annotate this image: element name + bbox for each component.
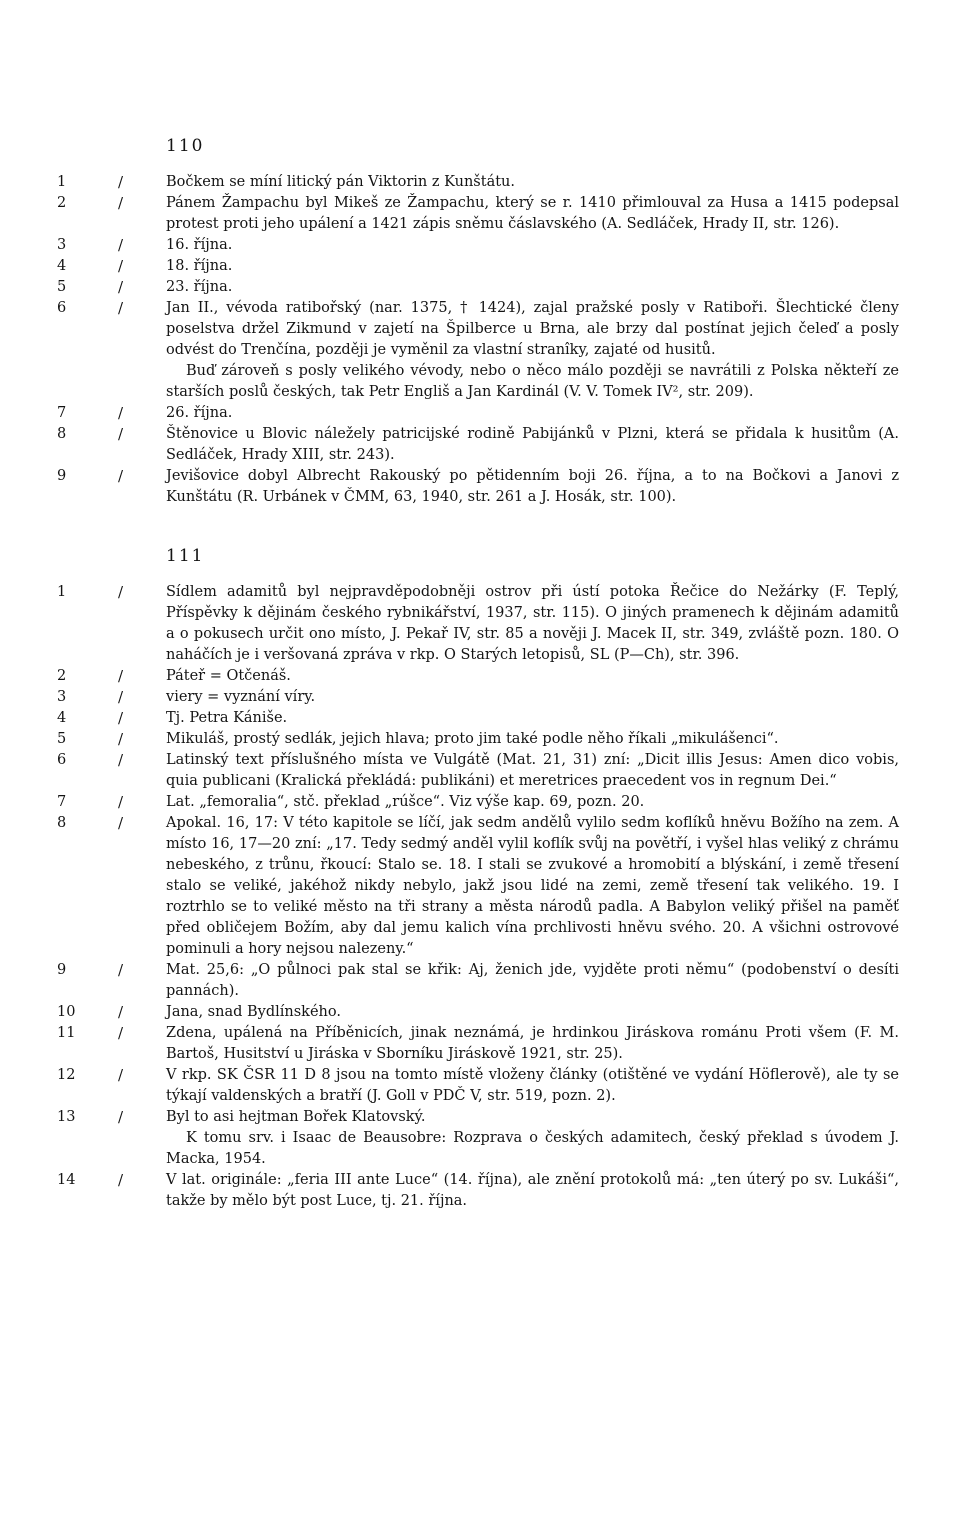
note-continuation: Buď zároveň s posly velikého vévody, nebo o něco málo později se navrátili z Polska někteří ze starších poslů českých, tak Petr Engliš a Jan Kardinál (V. V. Tomek IV², str. 209). — [166, 363, 899, 400]
note-110-9 — [0, 466, 960, 508]
slash: / — [118, 425, 124, 443]
note-text: V rkp. SK ČSR 11 D 8 jsou na tomto místě vloženy články (otištěné ve vydání Höflerově), ale ty se týkají valdenských a bratří (J. Goll v PDČ V, str. 519, pozn. 2). — [166, 1067, 899, 1104]
note-number: 12 — [57, 1067, 76, 1083]
slash: / — [118, 194, 124, 212]
slash: / — [118, 236, 124, 254]
note-number: 1 — [57, 584, 67, 600]
note-111-2 — [0, 666, 960, 687]
note-number: 5 — [57, 731, 67, 747]
note-continuation: K tomu srv. i Isaac de Beausobre: Rozprava o českých adamitech, český překlad s úvodem J. Macka, 1954. — [166, 1130, 899, 1167]
slash: / — [118, 667, 124, 685]
slash: / — [118, 1171, 124, 1189]
note-111-4 — [0, 708, 960, 729]
note-text: Lat. „femoralia“, stč. překlad „rúšce“. Viz výše kap. 69, pozn. 20. — [166, 794, 645, 810]
slash: / — [118, 1108, 124, 1126]
slash: / — [118, 751, 124, 769]
note-text: Byl to asi hejtman Bořek Klatovský. — [166, 1109, 426, 1125]
slash: / — [118, 173, 124, 191]
slash: / — [118, 278, 124, 296]
note-number: 10 — [57, 1004, 76, 1020]
note-text: Jana, snad Bydlínského. — [166, 1004, 341, 1020]
note-110-4 — [0, 256, 960, 277]
note-110-6 — [0, 298, 960, 403]
note-text: Bočkem se míní litický pán Viktorin z Kunštátu. — [166, 174, 515, 190]
note-number: 3 — [57, 237, 67, 253]
note-111-11 — [0, 1023, 960, 1065]
notes-section-111 — [0, 582, 960, 1212]
note-text: Jevišovice dobyl Albrecht Rakouský po pětidenním boji 26. října, a to na Bočkovi a Janovi z Kunštátu (R. Urbánek v ČMM, 63, 1940, str. 261 a J. Hosák, str. 100). — [166, 468, 899, 505]
slash: / — [118, 793, 124, 811]
slash: / — [118, 1003, 124, 1021]
note-text: 23. října. — [166, 279, 233, 295]
note-number: 1 — [57, 174, 67, 190]
note-110-2 — [0, 193, 960, 235]
note-number: 7 — [57, 794, 67, 810]
note-111-14 — [0, 1170, 960, 1212]
slash: / — [118, 709, 124, 727]
note-110-5 — [0, 277, 960, 298]
slash: / — [118, 1066, 124, 1084]
note-text: V lat. originále: „feria III ante Luce“ (14. října), ale znění protokolů má: „ten úterý po sv. Lukáši“, takže by mělo být post Luce, tj. 21. října. — [166, 1172, 899, 1209]
note-110-1 — [0, 172, 960, 193]
note-text: viery = vyznání víry. — [166, 689, 316, 705]
note-111-13 — [0, 1107, 960, 1170]
note-number: 7 — [57, 405, 67, 421]
note-number: 2 — [57, 195, 67, 211]
note-111-7 — [0, 792, 960, 813]
note-text: Mikuláš, prostý sedlák, jejich hlava; proto jim také podle něho říkali „mikulášenci“. — [166, 731, 779, 747]
note-number: 11 — [57, 1025, 76, 1041]
slash: / — [118, 404, 124, 422]
note-number: 8 — [57, 815, 67, 831]
note-text: 26. října. — [166, 405, 233, 421]
slash: / — [118, 583, 124, 601]
note-text: Tj. Petra Kániše. — [166, 710, 288, 726]
note-number: 9 — [57, 962, 67, 978]
note-110-8 — [0, 424, 960, 466]
note-111-12 — [0, 1065, 960, 1107]
slash: / — [118, 1024, 124, 1042]
slash: / — [118, 730, 124, 748]
note-111-6 — [0, 750, 960, 792]
note-111-5 — [0, 729, 960, 750]
note-text: Jan II., vévoda ratibořský (nar. 1375, † 1424), zajal pražské posly v Ratiboři. Šlechtické členy poselstva držel Zikmund v zajetí na Špilberce u Brna, ale brzy dal postínat jejich čeleď a posly odvést do Trenčína, později je vyměnil za vlastní stranîky, zajaté od husitů. — [166, 300, 899, 358]
section-heading-111: 111 — [166, 546, 205, 566]
note-text: Sídlem adamitů byl nejpravděpodobněji ostrov při ústí potoka Řečice do Nežárky (F. Teplý, Příspěvky k dějinám českého rybnikářství, 1937, str. 115). O jiných pramenech k dějinám adamitů a o pokusech určit ono místo, J. Pekař IV, str. 85 a nověji J. Macek II, str. 349, zvláště pozn. 180. O naháčích je i veršovaná zpráva v rkp. O Starých letopisů, SL (P—Ch), str. 396. — [166, 584, 899, 663]
note-text: Pánem Žampachu byl Mikeš ze Žampachu, který se r. 1410 přimlouval za Husa a 1415 podepsal protest proti jeho upálení a 1421 zápis sněmu čáslavského (A. Sedláček, Hrady II, str. 126). — [166, 195, 899, 232]
note-text: Latinský text příslušného místa ve Vulgátě (Mat. 21, 31) zní: „Dicit illis Jesus: Amen dico vobis, quia publicani (Kralická překládá: publikáni) et meretrices praecedent vos in regnum Dei.“ — [166, 752, 899, 789]
note-number: 2 — [57, 668, 67, 684]
note-text: Štěnovice u Blovic náležely patricijské rodině Pabijánků v Plzni, která se přidala k husitům (A. Sedláček, Hrady XIII, str. 243). — [166, 426, 899, 463]
note-text: Mat. 25,6: „O půlnoci pak stal se křik: Aj, ženich jde, vyjděte proti němu“ (podobenství o desíti pannách). — [166, 962, 899, 999]
note-text: Páteř = Otčenáš. — [166, 668, 291, 684]
note-number: 8 — [57, 426, 67, 442]
note-number: 6 — [57, 300, 67, 316]
note-number: 9 — [57, 468, 67, 484]
note-110-7 — [0, 403, 960, 424]
note-text: Apokal. 16, 17: V této kapitole se líčí, jak sedm andělů vylilo sedm koflíků hněvu Božího na zem. A místo 16, 17—20 zní: „17. Tedy sedmý anděl vylil koflík svůj na povětří, i vyšel hlas veliký z chrámu nebeského, z trůnu, řkoucí: Stalo se. 18. I stali se zvukové a hromobití a blýskání, i země třesení stalo se veliké, jakéhož nikdy nebylo, jakž jsou lidé na zemi, země třesení tak velikého. 19. I roztrhlo se to veliké město na tři strany a města národů padla. A Babylon veliký přišel na paměť před obličejem Božím, aby dal jemu kalich vína prchlivosti hněvu svého. 20. A všichni ostrovové pominuli a hory nejsou nalezeny.“ — [166, 815, 899, 957]
note-text: 16. října. — [166, 237, 233, 253]
note-number: 6 — [57, 752, 67, 768]
note-text: Zdena, upálená na Příběnicích, jinak neznámá, je hrdinkou Jiráskova románu Proti všem (F. M. Bartoš, Husitství u Jiráska v Sborníku Jiráskově 1921, str. 25). — [166, 1025, 899, 1062]
slash: / — [118, 961, 124, 979]
note-number: 3 — [57, 689, 67, 705]
note-111-10 — [0, 1002, 960, 1023]
note-number: 14 — [57, 1172, 76, 1188]
note-111-8 — [0, 813, 960, 960]
slash: / — [118, 257, 124, 275]
slash: / — [118, 814, 124, 832]
slash: / — [118, 688, 124, 706]
note-number: 13 — [57, 1109, 76, 1125]
note-text: 18. října. — [166, 258, 233, 274]
note-111-9 — [0, 960, 960, 1002]
note-number: 5 — [57, 279, 67, 295]
note-110-3 — [0, 235, 960, 256]
note-number: 4 — [57, 258, 67, 274]
note-number: 4 — [57, 710, 67, 726]
slash: / — [118, 467, 124, 485]
note-111-3 — [0, 687, 960, 708]
notes-section-110 — [0, 172, 960, 508]
note-111-1 — [0, 582, 960, 666]
slash: / — [118, 299, 124, 317]
section-heading-110: 110 — [166, 136, 205, 156]
